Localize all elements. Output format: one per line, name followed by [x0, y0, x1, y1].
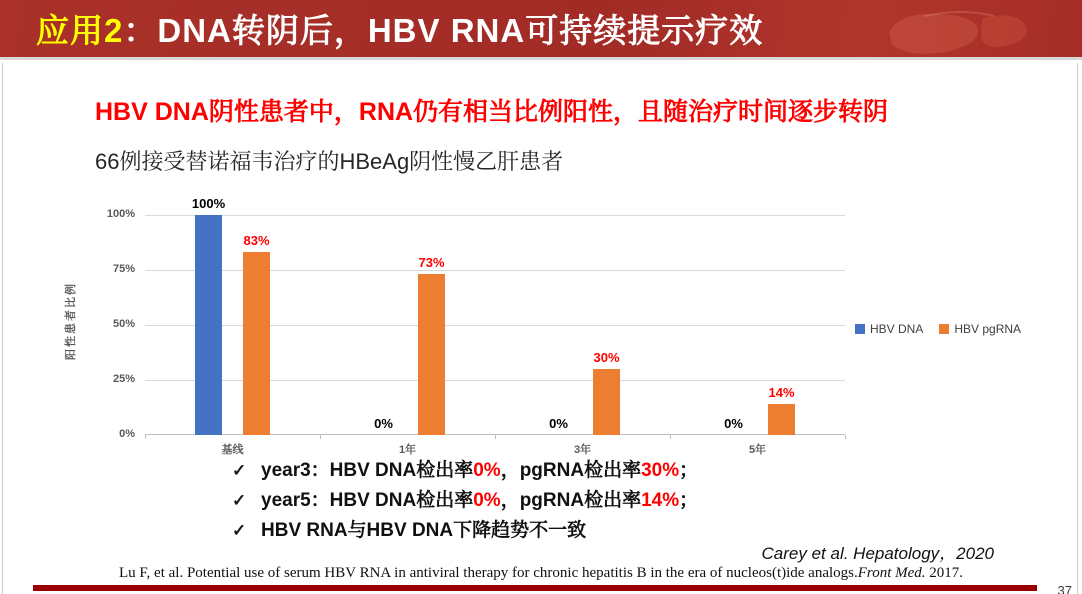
bullet-text [261, 515, 586, 542]
bar-group [670, 215, 845, 435]
checkmark-icon: ✓ [232, 461, 247, 480]
bullet-item [232, 455, 698, 485]
plot-area [145, 196, 845, 435]
bar-value-label: 14% [768, 385, 795, 401]
footer-accent-bar [33, 585, 1037, 591]
slide-title-highlight: 应用2 [36, 12, 124, 49]
x-tick-mark [495, 435, 496, 439]
liver-icon [864, 2, 1064, 58]
legend-series-name: HBV DNA [870, 322, 924, 336]
legend-item [939, 322, 1021, 336]
summary-bullet-list [232, 455, 698, 545]
x-category-label: 5年 [748, 444, 767, 456]
bullet-segment: year3：HBV DNA检出率 [261, 460, 474, 481]
bar-group [145, 196, 320, 435]
citation-journal-name: Front Med. [857, 565, 926, 581]
x-category-label: 1年 [398, 444, 417, 456]
bullet-segment: HBV RNA与HBV DNA下降趋势不一致 [261, 520, 587, 541]
bars-layer [145, 196, 845, 435]
left-edge-line [2, 63, 3, 594]
x-tick-mark [670, 435, 671, 439]
y-tick-label: 25% [112, 373, 135, 385]
bullet-highlight-value: 30% [641, 460, 680, 481]
bullet-text [261, 485, 698, 512]
bullet-item [232, 485, 698, 515]
bar-group [320, 215, 495, 435]
legend-swatch-icon [939, 324, 949, 334]
legend-item [855, 322, 923, 336]
bar-hbv-pgrna [243, 233, 270, 435]
citation-reference-year: 2017. [925, 565, 964, 581]
bullet-text [261, 455, 698, 482]
legend-swatch-icon [855, 324, 865, 334]
legend-series-name: HBV pgRNA [954, 322, 1022, 336]
bar-value-label: 73% [418, 255, 445, 271]
bullet-segment: ； [679, 490, 699, 511]
bullet-segment: ，pgRNA检出率 [500, 460, 642, 481]
bar-value-label: 83% [243, 233, 270, 249]
study-population-subtitle: 66例接受替诺福韦治疗的HBeAg阴性慢乙肝患者 [95, 149, 564, 174]
bar-value-label: 0% [549, 416, 568, 431]
page-number: 37 [1057, 583, 1072, 594]
bullet-item [232, 515, 698, 545]
bar-hbv-dna [191, 196, 226, 435]
bar-hbv-pgrna [593, 350, 620, 435]
x-tick-mark [145, 435, 146, 439]
citation-reference-text: Lu F, et al. Potential use of serum HBV RNA in antiviral therapy for chronic hepatitis B in the era of nucleos(t)ide analogs. [118, 565, 858, 581]
chart-legend [855, 322, 1021, 336]
bar-value-label: 30% [593, 350, 620, 365]
key-message-headline: HBV DNA阴性患者中，RNA仍有相当比例阳性，且随治疗时间逐步转阴 [95, 98, 889, 126]
checkmark-icon: ✓ [232, 521, 247, 540]
x-tick-mark [845, 435, 846, 439]
slide-title-rest: ：DNA转阴后，HBV RNA可持续提示疗效 [123, 12, 764, 49]
x-category-label: 基线 [221, 444, 244, 456]
y-tick-label: 100% [106, 208, 135, 220]
checkmark-icon: ✓ [232, 491, 247, 510]
bullet-highlight-value: 14% [641, 490, 680, 511]
y-axis-title: 阳性患者比例 [65, 282, 77, 360]
citation-carey: Carey et al. Hepatology，2020 [761, 544, 994, 563]
bar-hbv-pgrna [418, 255, 445, 435]
bullet-segment: ，pgRNA检出率 [500, 490, 642, 511]
bar-value-label: 100% [191, 196, 226, 211]
bullet-highlight-value: 0% [473, 490, 501, 511]
bullet-segment: ； [679, 460, 699, 481]
y-tick-label: 0% [119, 428, 135, 440]
slide-header [0, 0, 1082, 60]
bar-value-label: 0% [724, 416, 743, 431]
x-category-label: 3年 [573, 444, 592, 456]
bullet-segment: year5：HBV DNA检出率 [261, 490, 474, 511]
y-tick-label: 75% [112, 263, 135, 275]
y-tick-label: 50% [112, 318, 135, 330]
bullet-highlight-value: 0% [473, 460, 501, 481]
slide-title [36, 5, 763, 52]
right-edge-line [1077, 63, 1078, 594]
bar-value-label: 0% [374, 416, 393, 431]
citation-reference [0, 565, 1082, 582]
x-tick-mark [320, 435, 321, 439]
bar-hbv-pgrna [768, 385, 795, 435]
bar-chart [62, 192, 1047, 462]
bar-group [495, 215, 670, 435]
